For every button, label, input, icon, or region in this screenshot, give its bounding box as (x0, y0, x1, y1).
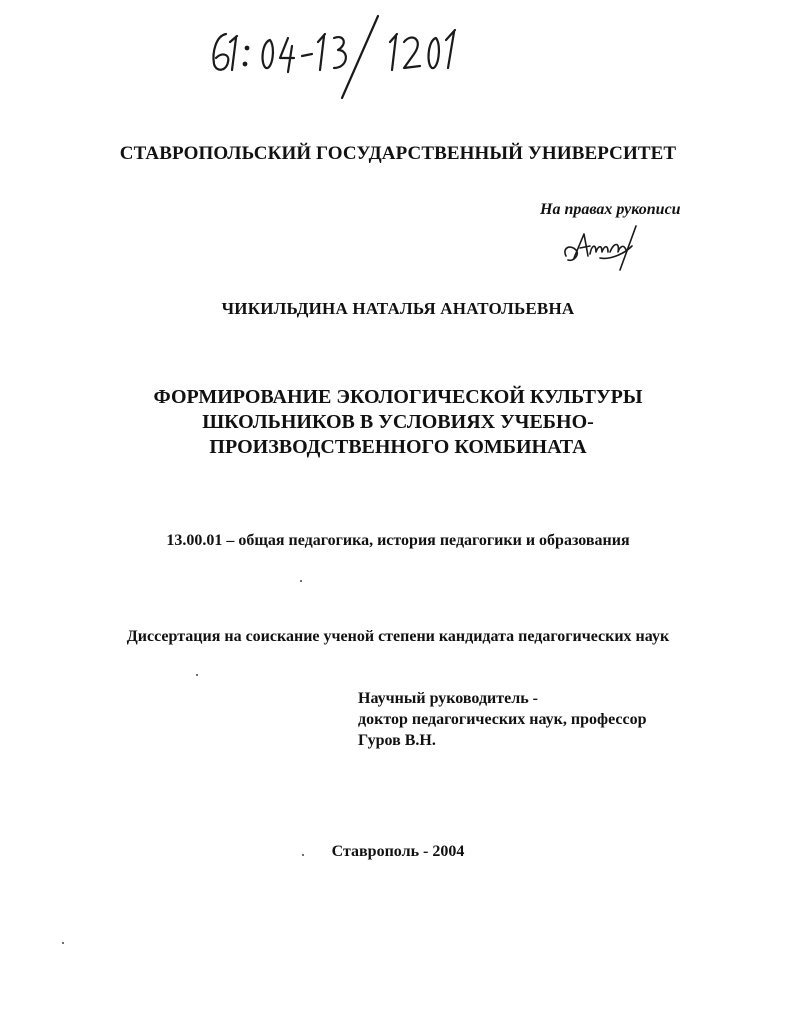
city-year: Ставрополь - 2004 (331, 843, 465, 860)
author-name: ЧИКИЛЬДИНА НАТАЛЬЯ АНАТОЛЬЕВНА (221, 299, 575, 318)
scan-speck (62, 942, 64, 944)
specialty-code: 13.00.01 – общая педагогика, история педагогики и образования (166, 532, 630, 549)
dissertation-title (0, 385, 796, 460)
supervisor-block (358, 688, 646, 751)
handwritten-catalog-number-drawing (200, 12, 490, 107)
author-signature (560, 222, 650, 272)
supervisor-name: Гуров В.Н. (358, 732, 436, 749)
supervisor-credentials: доктор педагогических наук, профессор (358, 711, 647, 728)
rights-note: На правах рукописи (540, 201, 681, 218)
scan-speck (300, 580, 302, 582)
supervisor-role: Научный руководитель - (358, 690, 538, 707)
handwritten-catalog-number (200, 12, 490, 107)
title-line: ФОРМИРОВАНИЕ ЭКОЛОГИЧЕСКОЙ КУЛЬТУРЫ (153, 386, 643, 408)
signature-drawing (560, 222, 650, 272)
degree-statement: Диссертация на соискание ученой степени кандидата педагогических наук (126, 628, 670, 645)
scan-speck (196, 674, 198, 676)
scan-speck (302, 854, 304, 856)
title-line: ПРОИЗВОДСТВЕННОГО КОМБИНАТА (209, 436, 587, 458)
title-line: ШКОЛЬНИКОВ В УСЛОВИЯХ УЧЕБНО- (202, 411, 594, 433)
university-name: СТАВРОПОЛЬСКИЙ ГОСУДАРСТВЕННЫЙ УНИВЕРСИТЕТ (119, 143, 677, 164)
